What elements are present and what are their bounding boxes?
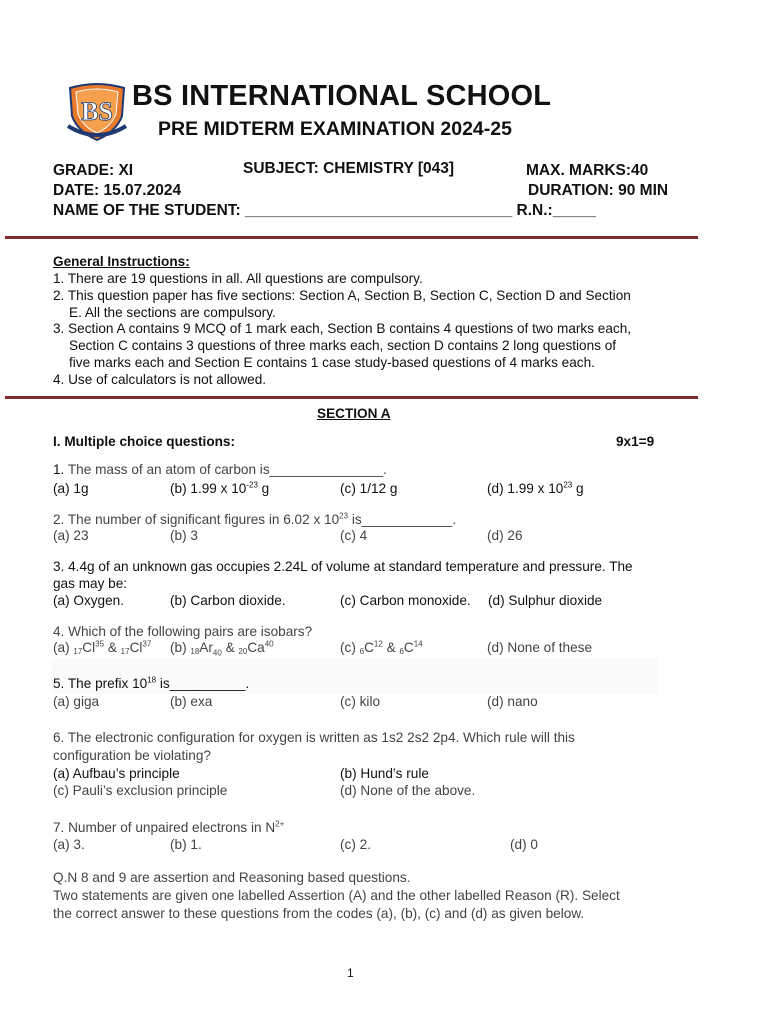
instructions-title: General Instructions: — [53, 254, 190, 269]
q6-option-d: (d) None of the above. — [340, 783, 476, 798]
divider — [5, 236, 698, 239]
q4-option-d: (d) None of these — [487, 640, 593, 655]
question-2: 2. The number of significant figures in 6.02 x $10^{23}$ is____________. — [53, 511, 457, 527]
instruction-item: 2. This question paper has five sections: Section A, Section B, Section C, Section D and Section — [53, 287, 631, 303]
page-number: 1 — [347, 966, 354, 980]
q5-option-a: (a) giga — [53, 694, 100, 709]
q3-option-c: (c) Carbon monoxide. — [340, 593, 471, 608]
q4-option-a: (a) 17Cl$^{35}$ & 17Cl$^{37}$ — [53, 639, 152, 656]
q7-option-a: (a) 3. — [53, 837, 85, 852]
q2-option-d: (d) 26 — [487, 528, 523, 543]
grade: GRADE: XI — [53, 162, 134, 179]
question-1: 1. The mass of an atom of carbon is_______________. — [53, 462, 387, 477]
q1-option-d: (d) 1.99 x $10^{23}$ g — [487, 480, 584, 496]
q2-option-c: (c) 4 — [340, 528, 368, 543]
school-logo — [64, 82, 130, 142]
section-title: SECTION A — [317, 406, 391, 421]
assertion-reason-instructions-2: the correct answer to these questions from the codes (a), (b), (c) and (d) as given below. — [53, 906, 585, 921]
school-name: BS INTERNATIONAL SCHOOL — [132, 80, 552, 112]
question-3-line2: gas may be: — [53, 576, 128, 591]
q3-option-b: (b) Carbon dioxide. — [170, 593, 286, 608]
q6-option-c: (c) Pauli’s exclusion principle — [53, 783, 228, 798]
q6-option-a: (a) Aufbau’s principle — [53, 766, 180, 781]
instruction-item: 4. Use of calculators is not allowed. — [53, 371, 267, 387]
instruction-item: E. All the sections are compulsory. — [69, 304, 276, 320]
q7-option-d: (d) 0 — [510, 837, 538, 852]
instruction-item: Section C contains 3 questions of three marks each, section D contains 2 long questions of — [69, 338, 617, 354]
subject: SUBJECT: CHEMISTRY [043] — [243, 160, 455, 177]
logo-letters: BS — [81, 97, 113, 126]
instruction-item: 3. Section A contains 9 MCQ of 1 mark each, Section B contains 4 questions of two marks each, — [53, 321, 632, 337]
q3-option-a: (a) Oxygen. — [53, 593, 125, 608]
q5-option-b: (b) exa — [170, 694, 213, 709]
q3-option-d: (d) Sulphur dioxide — [488, 593, 603, 608]
exam-date: DATE: 15.07.2024 — [53, 182, 182, 199]
question-4: 4. Which of the following pairs are isobars? — [53, 624, 313, 639]
exam-title: PRE MIDTERM EXAMINATION 2024-25 — [158, 118, 512, 140]
section-marks: 9x1=9 — [616, 434, 655, 449]
q2-option-a: (a) 23 — [53, 528, 89, 543]
question-3-line1: 3. 4.4g of an unknown gas occupies 2.24L of volume at standard temperature and pressure. The — [53, 559, 633, 574]
q7-option-b: (b) 1. — [170, 837, 202, 852]
max-marks: MAX. MARKS:40 — [526, 162, 649, 179]
q4-option-b: (b) $18Ar_{40}$ & 20Ca$^{40}$ — [170, 639, 274, 658]
q5-option-c: (c) kilo — [340, 694, 381, 709]
assertion-reason-instructions-1: Two statements are given one labelled Assertion (A) and the other labelled Reason (R). Select — [53, 888, 620, 903]
question-5: 5. The prefix $10^{18}$ is__________. — [53, 675, 250, 691]
q1-option-c: (c) 1/12 g — [340, 481, 398, 496]
student-name-line: NAME OF THE STUDENT: _______________________________ R.N.:_____ — [53, 202, 596, 219]
instructions-list — [53, 271, 631, 389]
q1-option-b: (b) 1.99 x $10^{-23}$ g — [170, 480, 270, 496]
q6-option-b: (b) Hund’s rule — [340, 766, 429, 781]
duration: DURATION: 90 MIN — [528, 182, 669, 199]
q4-option-c: (c) $6C^{12}$ & $6C^{14}$ — [340, 639, 423, 656]
assertion-reason-note: Q.N 8 and 9 are assertion and Reasoning based questions. — [53, 870, 411, 885]
question-6-line2: configuration be violating? — [53, 748, 211, 763]
mcq-heading: I. Multiple choice questions: — [53, 434, 236, 449]
q1-option-a: (a) 1g — [53, 481, 89, 496]
q7-option-c: (c) 2. — [340, 837, 371, 852]
question-6-line1: 6. The electronic configuration for oxygen is written as 1s2 2s2 2p4. Which rule will this — [53, 730, 575, 745]
q5-option-d: (d) nano — [487, 694, 538, 709]
divider — [5, 396, 698, 399]
instruction-item: 1. There are 19 questions in all. All questions are compulsory. — [53, 271, 423, 286]
question-7: 7. Number of unpaired electrons in $N^{2+}$ — [53, 819, 285, 835]
q2-option-b: (b) 3 — [170, 528, 198, 543]
instruction-item: five marks each and Section E contains 1 case study-based questions of 4 marks each. — [69, 354, 595, 370]
